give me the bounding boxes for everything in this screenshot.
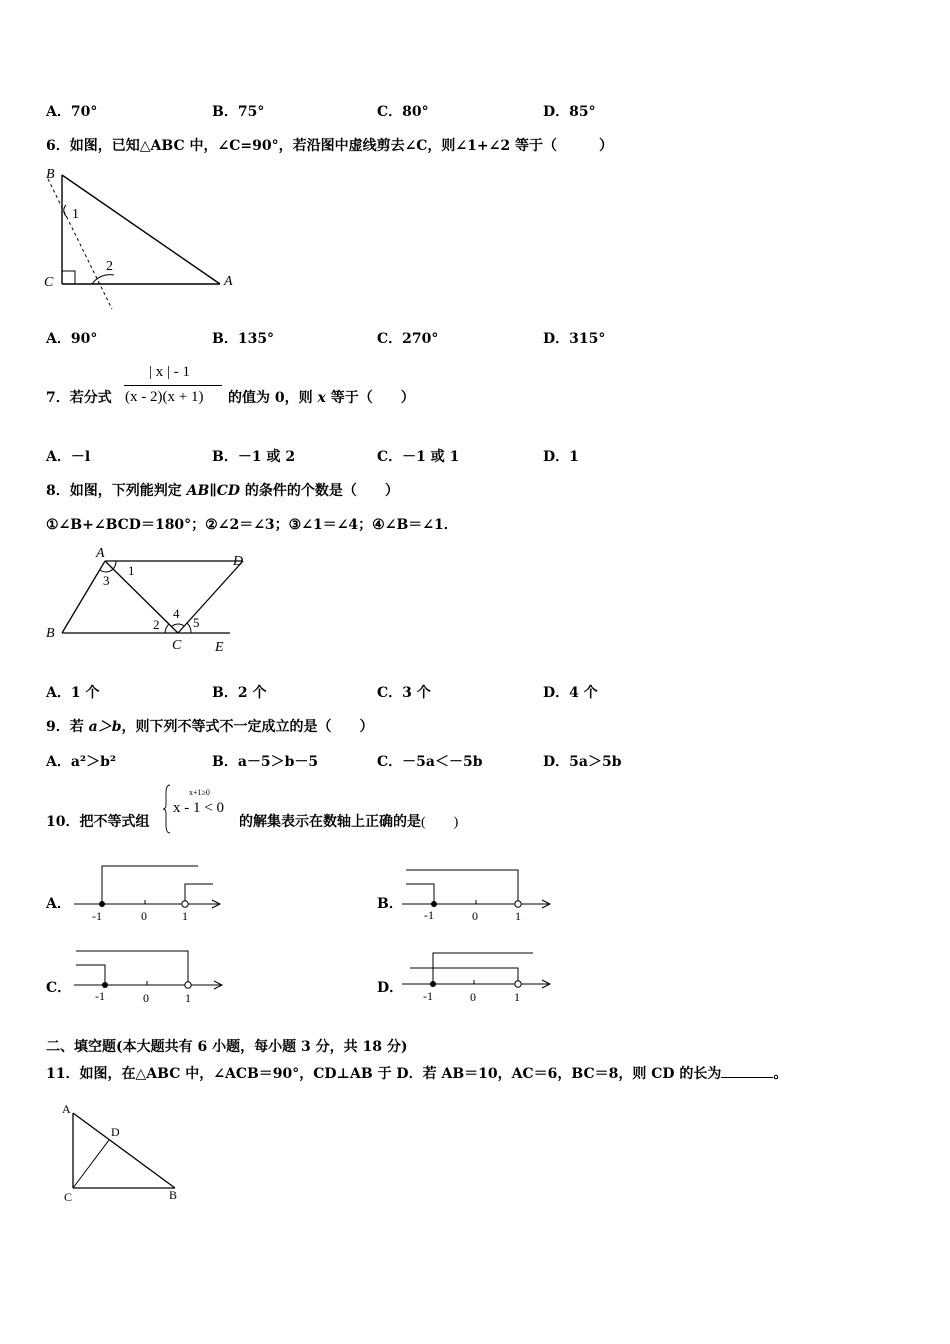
q8-conditions: ①∠B+∠BCD＝180°；②∠2＝∠3；③∠1＝∠4；④∠B＝∠1．	[46, 517, 458, 533]
q10-ineq-bottom: x - 1 < 0	[173, 800, 224, 816]
q10-option-c-numberline	[70, 945, 230, 1015]
q6-label-b: B	[46, 167, 55, 182]
q10-ineq-top: x+1≥0	[189, 788, 210, 797]
q9-stem: 9．若 a＞b，则下列不等式不一定成立的是（ ）	[46, 719, 374, 735]
q6-cut-line	[48, 179, 112, 309]
svg-text:-1: -1	[423, 989, 433, 1003]
q8-label-c: C	[172, 638, 182, 653]
q8-angle1-arc	[113, 561, 116, 569]
q10-b-ray-left2	[406, 870, 518, 904]
q10-c-ray-left2	[76, 951, 188, 985]
q7-suffix: 的值为 0，则 x 等于（ ）	[228, 390, 415, 406]
q6-right-angle-mark	[62, 271, 75, 284]
q9-option-b: B．a－5＞b－5	[212, 754, 319, 770]
q8-option-a: A．1 个	[46, 685, 100, 701]
q10-option-c-label: C．	[46, 980, 72, 996]
q10-b-solid-point	[431, 901, 437, 907]
q6-option-d: D．315°	[543, 331, 606, 347]
q8-label-5: 5	[193, 615, 200, 630]
q7-option-c: C．－1 或 1	[377, 449, 460, 465]
q10-c-hollow-point	[185, 982, 191, 988]
svg-text:1: 1	[515, 909, 521, 923]
svg-text:-1: -1	[424, 908, 434, 922]
q8-angle4-arc	[171, 624, 184, 627]
q10-option-d-numberline	[398, 945, 558, 1015]
q10-option-b-numberline	[398, 860, 558, 930]
q10-d-solid-point	[430, 981, 436, 987]
q7-option-a: A．－l	[46, 449, 91, 465]
q10-c-solid-point	[102, 982, 108, 988]
q9-option-d: D．5a＞5b	[543, 754, 622, 770]
q7-option-b: B．－1 或 2	[212, 449, 296, 465]
q8-stem: 8．如图，下列能判定 AB∥CD 的条件的个数是（ ）	[46, 483, 399, 499]
q10-option-a-numberline	[70, 860, 230, 930]
svg-text:1: 1	[514, 990, 520, 1004]
q11-label-a: A	[62, 1102, 71, 1116]
q6-label-2: 2	[106, 259, 113, 274]
q8-label-e: E	[215, 640, 224, 655]
q6-side-ab	[62, 175, 220, 284]
q11-answer-blank	[721, 1063, 773, 1078]
svg-text:0: 0	[143, 991, 149, 1005]
q8-option-d: D．4 个	[543, 685, 598, 701]
q8-angle5-arc	[187, 623, 191, 633]
q6-angle2-arc	[92, 275, 114, 284]
q7-prefix: 7．若分式	[46, 390, 112, 406]
q8-label-2: 2	[153, 617, 160, 632]
q8-line-cd	[178, 561, 243, 633]
q10-a-hollow-point	[182, 901, 188, 907]
q7-fraction-bar	[124, 385, 222, 386]
q8-figure	[40, 545, 250, 655]
q7-numerator: | x | - 1	[149, 364, 191, 380]
q10-d-ray-left	[410, 968, 518, 984]
q8-label-1: 1	[128, 563, 135, 578]
q6-stem: 6．如图，已知△ABC 中，∠C=90°，若沿图中虚线剪去∠C，则∠1+∠2 等于（ ）	[46, 138, 613, 154]
q10-prefix: 10．把不等式组	[46, 814, 150, 830]
q11-label-d: D	[111, 1125, 120, 1139]
svg-text:1: 1	[182, 909, 188, 923]
q8-label-d: D	[233, 554, 244, 569]
svg-text:0: 0	[141, 909, 147, 923]
q6-label-c: C	[44, 275, 54, 290]
q10-suffix: 的解集表示在数轴上正确的是( )	[239, 814, 459, 830]
q10-a-solid-point	[99, 901, 105, 907]
q10-option-b-label: B．	[377, 896, 403, 912]
q10-option-a-label: A．	[46, 896, 71, 912]
q6-angle1-arc	[64, 205, 67, 217]
q8-line-ac	[105, 561, 178, 633]
q8-label-3: 3	[103, 573, 110, 588]
q8-line-ab	[62, 561, 105, 633]
svg-text:-1: -1	[95, 989, 105, 1003]
q6-option-b: B．135°	[212, 331, 275, 347]
q8-option-c: C．3 个	[377, 685, 431, 701]
q5-option-b: B．75°	[212, 104, 265, 120]
section2-title: 二、填空题(本大题共有 6 小题，每小题 3 分，共 18 分)	[46, 1039, 408, 1055]
q8-option-b: B．2 个	[212, 685, 267, 701]
q10-b-hollow-point	[515, 901, 521, 907]
q10-a-ray-right	[102, 866, 198, 904]
svg-text:0: 0	[472, 909, 478, 923]
q6-option-c: C．270°	[377, 331, 439, 347]
q10-d-hollow-point	[515, 981, 521, 987]
q8-label-b: B	[46, 626, 55, 641]
q6-label-a: A	[224, 274, 233, 289]
q8-angle3-arc	[100, 569, 113, 572]
q10-b-ray-left	[406, 884, 434, 904]
q11-stem: 11．如图，在△ABC 中，∠ACB＝90°，CD⊥AB 于 D．若 AB＝10，AC＝6，BC＝8，则 CD 的长为 。	[46, 1063, 787, 1083]
svg-text:1: 1	[185, 991, 191, 1005]
q7-denominator: (x - 2)(x + 1)	[125, 389, 204, 405]
q6-figure	[40, 163, 250, 313]
q5-option-a: A．70°	[46, 104, 98, 120]
q11-label-c: C	[64, 1190, 73, 1204]
q8-angle2-arc	[165, 624, 169, 633]
q8-label-4: 4	[173, 606, 180, 621]
q10-a-ray-right2	[185, 884, 213, 904]
svg-text:-1: -1	[92, 909, 102, 923]
q9-option-a: A．a²＞b²	[46, 754, 116, 770]
q11-side-ab	[73, 1113, 175, 1188]
q6-label-1: 1	[72, 207, 79, 222]
q11-label-b: B	[169, 1188, 178, 1202]
q11-segment-cd	[73, 1140, 109, 1188]
q7-option-d: D．1	[543, 449, 579, 465]
q9-option-c: C．－5a＜－5b	[377, 754, 483, 770]
q10-option-d-label: D．	[377, 980, 404, 996]
q10-brace	[163, 783, 171, 835]
q5-option-d: D．85°	[543, 104, 596, 120]
q8-label-a: A	[96, 546, 105, 561]
q6-option-a: A．90°	[46, 331, 98, 347]
q5-option-c: C．80°	[377, 104, 429, 120]
svg-text:0: 0	[470, 990, 476, 1004]
q11-figure	[58, 1098, 188, 1208]
q10-c-ray-left	[76, 965, 105, 985]
